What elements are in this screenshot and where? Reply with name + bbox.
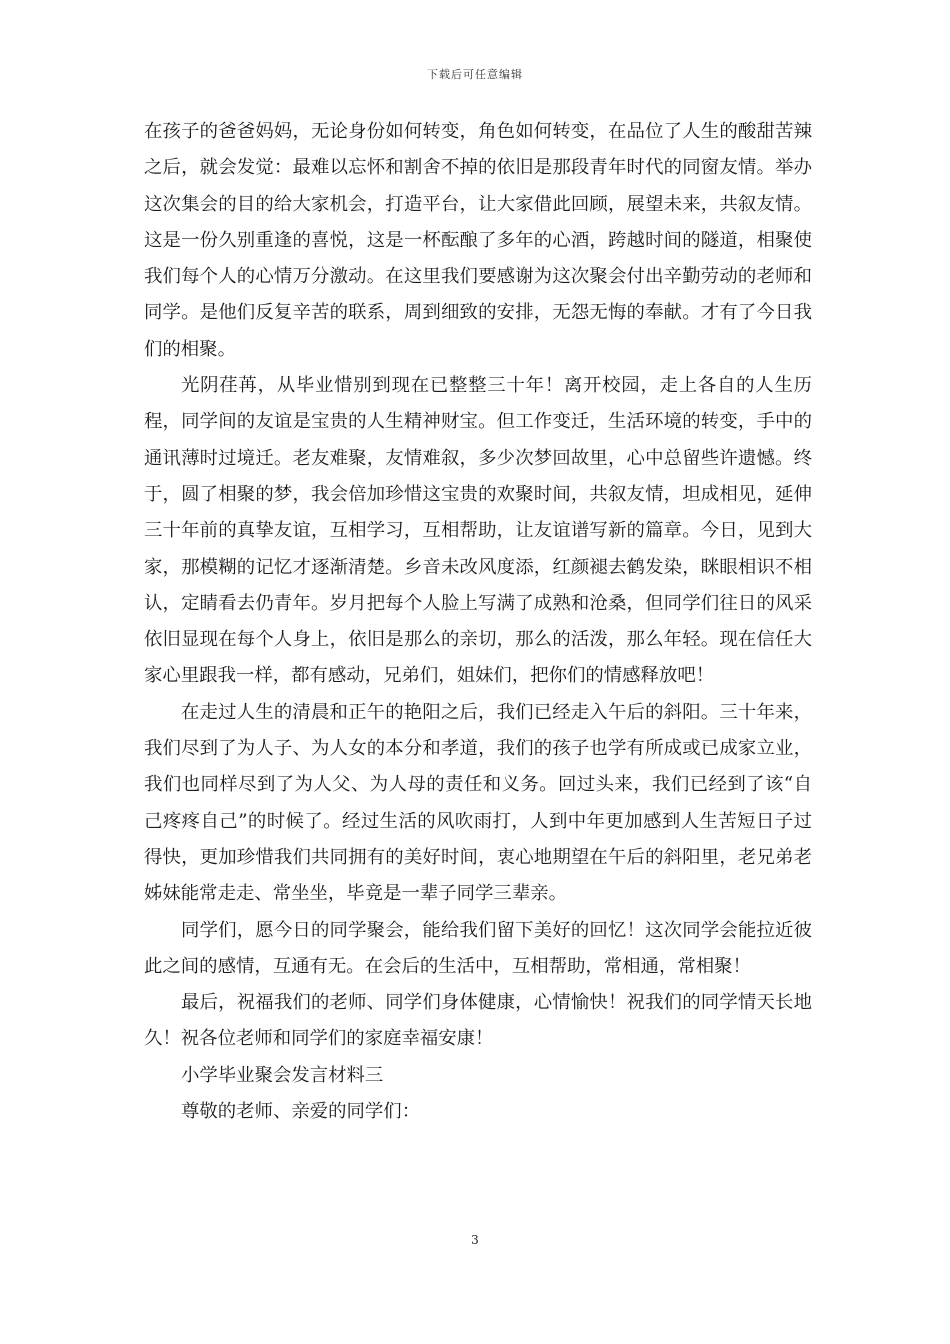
page-header: 下载后可任意编辑 [427,68,523,81]
section-heading: 小学毕业聚会发言材料三 [181,1064,384,1086]
paragraph: 光阴荏苒，从毕业惜别到现在已整整三十年！离开校园，走上各自的人生历程，同学间的友谊是宝贵的人生精神财宝。但工作变迁，生活环境的转变，手中的通讯薄时过境迁。老友难聚，友情难叙，多少次梦回故里，心中总留些许遗憾。终于，圆了相聚的梦，我会倍加珍惜这宝贵的欢聚时间，共叙友情，坦成相见，延伸三十年前的真挚友谊，互相学习，互相帮助，让友谊谱写新的篇章。今日，见到大家，那模糊的记忆才逐渐清楚。乡音未改风度添，红颜褪去鹤发染，眯眼相识不相认，定睛看去仍青年。岁月把每个人脸上写满了成熟和沧桑，但同学们往日的风采依旧显现在每个人身上，依旧是那么的亲切，那么的活泼，那么年轻。现在信任大家心里跟我一样，都有感动，兄弟们，姐妹们，把你们的情感释放吧！ [144,375,812,687]
document-body [144,114,812,1130]
paragraph: 最后，祝福我们的老师、同学们身体健康，心情愉快！祝我们的同学情天长地久！祝各位老师和同学们的家庭幸福安康！ [144,992,812,1050]
page-number: 3 [471,1233,479,1247]
paragraph: 同学们，愿今日的同学聚会，能给我们留下美好的回忆！这次同学会能拉近彼此之间的感情，互通有无。在会后的生活中，互相帮助，常相通，常相聚！ [144,919,812,977]
paragraph: 在走过人生的清晨和正午的艳阳之后，我们已经走入午后的斜阳。三十年来，我们尽到了为人子、为人女的本分和孝道，我们的孩子也学有所成或已成家立业，我们也同样尽到了为人父、为人母的责任和义务。回过头来，我们已经到了该“自己疼疼自己”的时候了。经过生活的风吹雨打，人到中年更加感到人生苦短日子过得快，更加珍惜我们共同拥有的美好时间，衷心地期望在午后的斜阳里，老兄弟老姊妹能常走走、常坐坐，毕竟是一辈子同学三辈亲。 [144,701,812,905]
paragraph-continuation: 在孩子的爸爸妈妈，无论身份如何转变，角色如何转变，在品位了人生的酸甜苦辣之后，就会发觉：最难以忘怀和割舍不掉的依旧是那段青年时代的同窗友情。举办这次集会的目的给大家机会，打造平台，让大家借此回顾，展望未来，共叙友情。这是一份久别重逢的喜悦，这是一杯酝酿了多年的心酒，跨越时间的隧道，相聚使我们每个人的心情万分激动。在这里我们要感谢为这次聚会付出辛勤劳动的老师和同学。是他们反复辛苦的联系，周到细致的安排，无怨无悔的奉献。才有了今日我们的相聚。 [144,121,812,360]
salutation: 尊敬的老师、亲爱的同学们： [181,1101,421,1123]
